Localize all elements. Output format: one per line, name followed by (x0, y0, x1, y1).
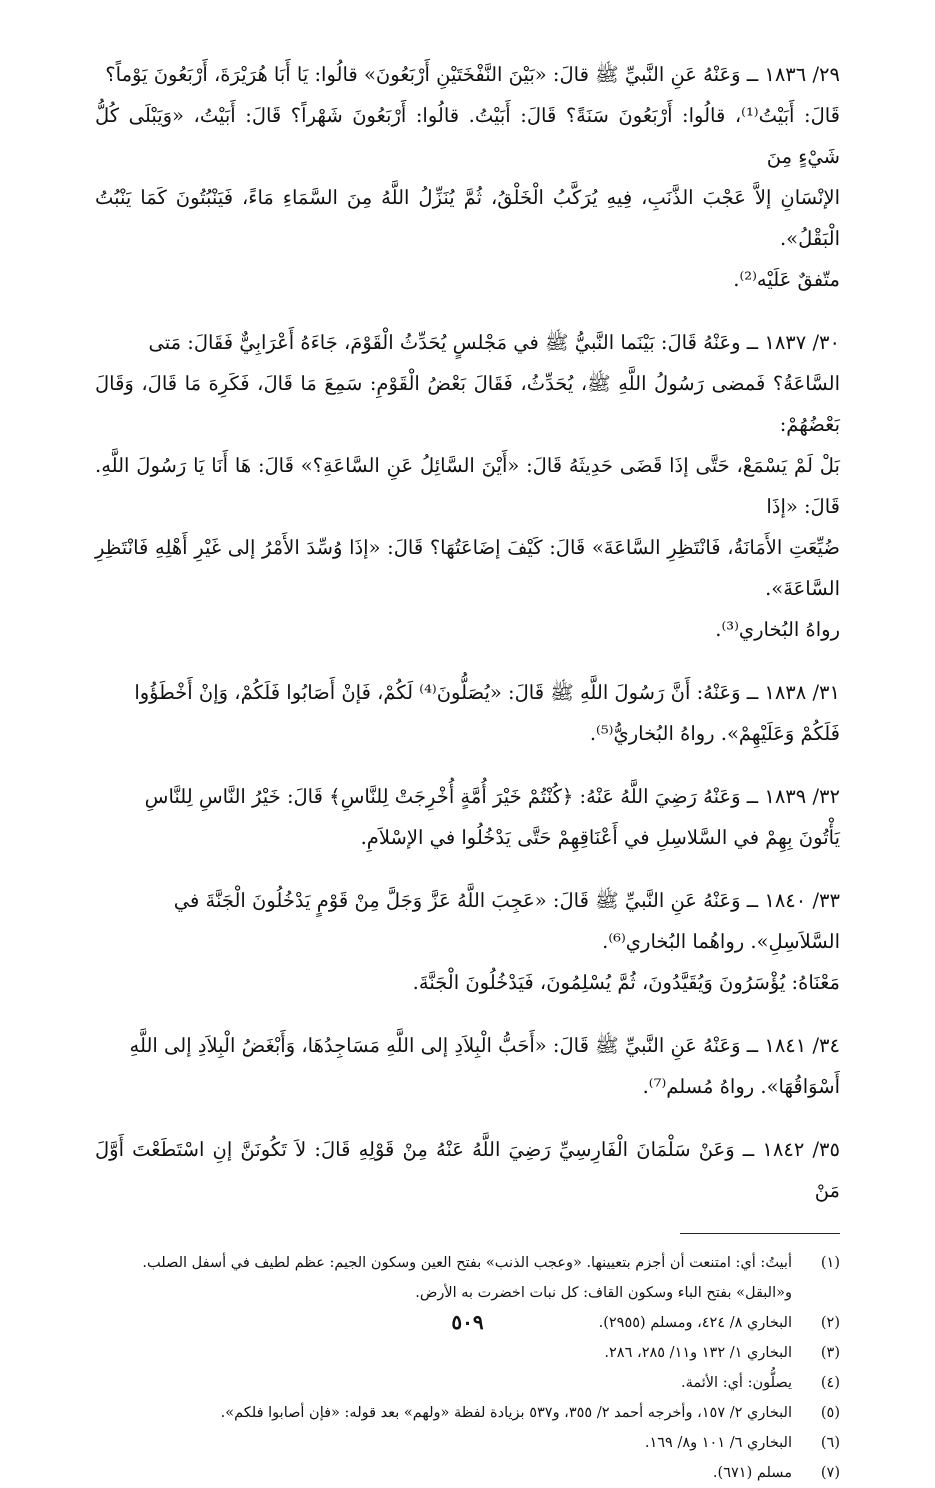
text-line: ٣٢/ ١٨٣٩ ــ وَعَنْهُ رَضِيَ اللَّهُ عَنْهُ: ﴿كُنْتُمْ خَيْرَ أُمَّةٍ أُخْرِجَتْ لِلنَّاسِ﴾ قَالَ: خَيْرُ النَّاسِ لِلنَّاسِ (144, 785, 840, 808)
text-line: ٣١/ ١٨٣٨ ــ وَعَنْهُ: أَنَّ رَسُولَ اللَّهِ ﷺ قَالَ: «يُصَلُّونَ⁽⁴⁾ لَكُمْ، فَإنْ أَصَابُوا فَلَكُمْ، وَإنْ أَخْطَؤُوا (134, 681, 840, 704)
hadith-1839 (95, 776, 840, 858)
hadith-1837 (95, 322, 840, 650)
footnote-text: يصلُّون: أي: الأئمة. (680, 1375, 792, 1391)
footnote-number: (٣) (820, 1345, 840, 1361)
text-line: متّفقٌ عَلَيْه⁽²⁾. (733, 268, 840, 291)
footnote-text: مسلم (٦٧١). (712, 1465, 792, 1481)
footnote-line: أبيتُ: أي: امتنعت أن أجزم بتعيينها. «وعجب الذنب» بفتح العين وسكون الجيم: عظم لطيف في أسفل الصلب. (142, 1255, 792, 1271)
page-number: ٥٠٩ (451, 1310, 484, 1334)
text-line: فَلَكُمْ وَعَلَيْهِمْ». رواهُ البُخاريُّ⁽⁵⁾. (589, 722, 840, 745)
footnote (95, 1428, 840, 1458)
footnote (95, 1398, 840, 1428)
footnote-text: البخاري ٨/ ٤٢٤، ومسلم (٢٩٥٥). (598, 1315, 792, 1331)
text-line: ضُيِّعَتِ الأَمَانَةُ، فَانْتَظِرِ السَّاعَةَ» قَالَ: كَيْفَ إضَاعَتُهَا؟ قَالَ: «إذَا وُسِّدَ الأَمْرُ إلى غَيْرِ أَهْلِهِ فَانْتَظِرِ السَّاعَةَ». (95, 536, 840, 600)
footnote-separator (680, 1233, 840, 1234)
footnote-text: البخاري ١/ ١٣٢ و١١/ ٢٨٥، ٢٨٦. (604, 1345, 792, 1361)
footnote-number: (٥) (820, 1405, 840, 1421)
text-line: السَّاعَةُ؟ فَمضى رَسُولُ اللَّهِ ﷺ، يُحَدِّثُ، فَقَالَ بَعْضُ الْقَوْمِ: سَمِعَ مَا قَالَ، فَكَرِهَ مَا قَالَ، وَقَالَ بَعْضُهُمْ: (95, 372, 840, 436)
hadith-1842 (95, 1129, 840, 1211)
footnote-number: (١) (820, 1255, 840, 1271)
text-line: ٣٥/ ١٨٤٢ ــ وَعَنْ سَلْمَانَ الْفَارِسِيِّ رَضِيَ اللَّهُ عَنْهُ مِنْ قَوْلِهِ قَالَ: لاَ تَكُونَنَّ إنِ اسْتَطَعْتَ أَوَّلَ مَنْ (95, 1138, 840, 1202)
text-line: أَسْوَاقُهَا». رواهُ مُسلم⁽⁷⁾. (642, 1075, 840, 1098)
footnote-number: (٢) (820, 1315, 840, 1331)
footnote (95, 1248, 840, 1308)
footnotes (95, 1248, 840, 1488)
footnote-line: و«البقل» بفتح الباء وسكون القاف: كل نبات اخضرت به الأرض. (415, 1285, 792, 1301)
footnote-text (95, 1248, 792, 1308)
footnote (95, 1458, 840, 1488)
text-line: ٣٠/ ١٨٣٧ ــ وعَنْهُ قَالَ: بَيْنَما النَّبيُّ ﷺ في مَجْلسٍ يُحَدِّثُ الْقَوْمَ، جَاءَهُ أَعْرَابِيٌّ فَقَالَ: مَتى (148, 331, 840, 354)
explanation-line: مَعْنَاهُ: يُؤْسَرُونَ وَيُقَيَّدُونَ، ثُمَّ يُسْلِمُونَ، فَيَدْخُلُونَ الْجَنَّةَ. (412, 971, 840, 994)
text-line: الإنْسَانِ إلاَّ عَجْبَ الذَّنَبِ، فِيهِ يُرَكَّبُ الْخَلْقُ، ثُمَّ يُنَزِّلُ اللَّهُ مِنَ السَّمَاءِ مَاءً، فَيَنْبُتُونَ كَمَا يَنْبُتُ الْبَقْلُ». (95, 186, 840, 250)
text-line: ٣٣/ ١٨٤٠ ــ وَعَنْهُ عَنِ النَّبيِّ ﷺ قَالَ: «عَجِبَ اللَّهُ عَزَّ وَجَلَّ مِنْ قَوْمٍ يَدْخُلُونَ الْجَنَّةَ في (173, 889, 840, 912)
text-line: بَلْ لَمْ يَسْمَعْ، حَتَّى إذَا قَضَى حَدِيثَهُ قَالَ: «أَيْنَ السَّائِلُ عَنِ السَّاعَةِ؟» قَالَ: هَا أَنَا يَا رَسُولَ اللَّهِ. قَالَ: «إذَا (95, 454, 840, 518)
text-line: يَأْتُونَ بِهِمْ في السَّلاسِلِ في أَعْنَاقِهِمْ حَتَّى يَدْخُلُوا في الإسْلاَمِ. (360, 826, 840, 849)
footnote-number: (٧) (820, 1465, 840, 1481)
text-line: رواهُ البُخاري⁽³⁾. (715, 618, 840, 641)
footnote (95, 1338, 840, 1368)
hadith-1840 (95, 880, 840, 1003)
hadith-1836 (95, 54, 840, 300)
hadith-1841 (95, 1025, 840, 1107)
footnote-text: البخاري ٦/ ١٠١ و٨/ ١٦٩. (644, 1435, 792, 1451)
text-line: ٢٩/ ١٨٣٦ ــ وَعَنْهُ عَنِ النَّبيِّ ﷺ قالَ: «بَيْنَ النَّفْخَتَيْنِ أَرْبَعُونَ» قالُوا: يَا أَبَا هُرَيْرَةَ، أَرْبَعُونَ يَوْماً؟ (105, 63, 840, 86)
footnote-text: البخاري ٢/ ١٥٧، وأخرجه أحمد ٢/ ٣٥٥، و٥٣٧ بزيادة لفظة «ولهم» بعد قوله: «فإن أصابوا فلكم». (220, 1405, 792, 1421)
text-line: قَالَ: أَبَيْتُ⁽¹⁾، قالُوا: أَرْبَعُونَ سَنَةً؟ قَالَ: أَبَيْتُ. قالُوا: أَرْبَعُونَ شَهْراً؟ قَالَ: أَبَيْتُ، «وَيَبْلَى كُلُّ شَيْءٍ مِنَ (95, 104, 841, 168)
footnote-number: (٤) (820, 1375, 840, 1391)
text-line: ٣٤/ ١٨٤١ ــ وَعَنْهُ عَنِ النَّبيِّ ﷺ قَالَ: «أَحَبُّ الْبِلاَدِ إلى اللَّهِ مَسَاجِدُهَا، وَأَبْغَضُ الْبِلاَدِ إلى اللَّهِ (129, 1034, 840, 1057)
footnote (95, 1368, 840, 1398)
text-line: السَّلاَسِلِ». رواهُما البُخاري⁽⁶⁾. (602, 930, 840, 953)
footnote-number: (٦) (820, 1435, 840, 1451)
hadith-1838 (95, 672, 840, 754)
